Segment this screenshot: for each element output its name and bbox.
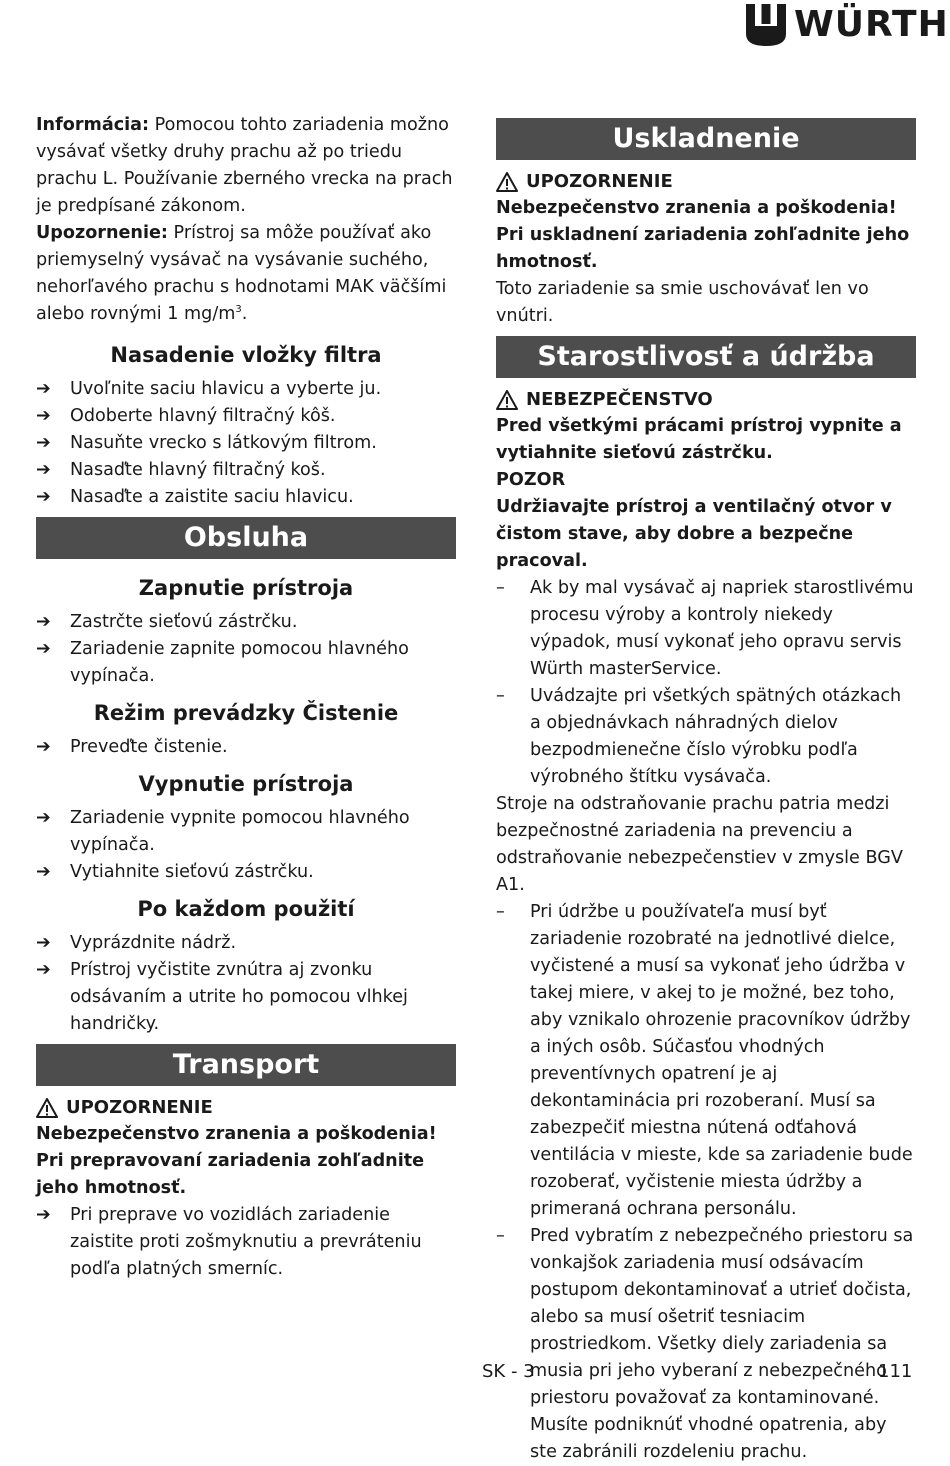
transport-warning-text: Nebezpečenstvo zranenia a poškodenia! Pri prepravovaní zariadenia zohľadnite jeho hmotnosť. [36, 1124, 437, 1198]
list-item: ➔ Nasaďte a zaistite saciu hlavicu. [36, 484, 456, 511]
wurth-logo-icon [746, 4, 786, 46]
list-item: – Pred vybratím z nebezpečného priestoru sa vonkajšok zariadenia musí odsávacím postupom dekontaminovať a utrieť dočista, alebo sa musí ošetriť tesniacim prostriedkom. Všetky diely zariadenia sa musia pri jeho vyberaní z nebezpečného priestoru považovať za kontaminované. Musíte podniknúť vhodné opatrenia, aby ste zabránili rozdeleniu prachu. [496, 1223, 916, 1466]
list-item: – Ak by mal vysávač aj napriek starostlivému procesu výroby a kontroly niekedy výpadok, musí vykonať jeho opravu servis Würth masterService. [496, 575, 916, 683]
storage-text: Toto zariadenie sa smie uschovávať len vo vnútri. [496, 279, 869, 326]
arrow-icon: ➔ [36, 460, 51, 480]
list-item: ➔ Vytiahnite sieťovú zástrčku. [36, 859, 456, 886]
transport-steps [36, 1202, 456, 1283]
wurth-logo [746, 4, 949, 48]
operation-banner: Obsluha [36, 517, 456, 559]
switch-off-steps [36, 805, 456, 886]
transport-warning-heading: UPOZORNENIE [36, 1094, 456, 1121]
list-item: – Uvádzajte pri všetkých spätných otázkach a objednávkach náhradných dielov bezpodmienečne číslo výrobku podľa výrobného štítku vysávača. [496, 683, 916, 791]
arrow-icon: ➔ [36, 406, 51, 426]
warning-icon [496, 390, 518, 410]
arrow-icon: ➔ [36, 487, 51, 507]
info-text: Pomocou tohto zariadenia možno vysávať všetky druhy prachu až po triedu prachu L. Používanie zberného vrecka na prach je predpísané zákonom. [36, 115, 453, 216]
filter-heading: Nasadenie vložky filtra [110, 343, 382, 367]
arrow-icon: ➔ [36, 737, 51, 757]
dash-icon: – [496, 578, 505, 598]
warning-icon [36, 1098, 58, 1118]
arrow-icon: ➔ [36, 1205, 51, 1225]
switch-on-heading: Zapnutie prístroja [138, 576, 354, 600]
list-item: ➔ Zariadenie vypnite pomocou hlavného vypínača. [36, 805, 456, 859]
arrow-icon: ➔ [36, 960, 51, 980]
list-item: ➔ Uvoľnite saciu hlavicu a vyberte ju. [36, 376, 456, 403]
list-item: ➔ Zariadenie zapnite pomocou hlavného vypínača. [36, 636, 456, 690]
transport-banner: Transport [36, 1044, 456, 1086]
info-paragraph [36, 112, 456, 220]
cleaning-steps [36, 734, 456, 761]
care-banner: Starostlivosť a údržba [496, 336, 916, 378]
arrow-icon: ➔ [36, 612, 51, 632]
danger-text: Pred všetkými prácami prístroj vypnite a vytiahnite sieťovú zástrčku. [496, 416, 902, 463]
arrow-icon: ➔ [36, 862, 51, 882]
left-column [36, 112, 456, 1283]
list-item: ➔ Zastrčte sieťovú zástrčku. [36, 609, 456, 636]
care-paragraph: Stroje na odstraňovanie prachu patria medzi bezpečnostné zariadenia na prevenciu a odstraňovanie nebezpečenstiev v zmysle BGV A1. [496, 794, 903, 895]
switch-off-heading: Vypnutie prístroja [138, 772, 354, 796]
cleaning-heading: Režim prevádzky Čistenie [93, 701, 399, 725]
care-list-1 [496, 575, 916, 791]
wurth-logo-text: WÜRTH [794, 4, 949, 45]
right-column [496, 118, 916, 1466]
footer-section: SK - 3 [482, 1361, 535, 1382]
storage-warning-text: Nebezpečenstvo zranenia a poškodenia! Pri uskladnení zariadenia zohľadnite jeho hmotnosť. [496, 198, 910, 272]
arrow-icon: ➔ [36, 639, 51, 659]
list-item: ➔ Pri preprave vo vozidlách zariadenie zaistite proti zošmyknutiu a prevráteniu podľa platných smerníc. [36, 1202, 456, 1283]
list-item: ➔ Vyprázdnite nádrž. [36, 930, 456, 957]
after-use-heading: Po každom použití [137, 897, 355, 921]
storage-banner: Uskladnenie [496, 118, 916, 160]
storage-warning-heading: UPOZORNENIE [496, 168, 916, 195]
danger-heading: NEBEZPEČENSTVO [496, 386, 916, 413]
dash-icon: – [496, 1226, 505, 1246]
dash-icon: – [496, 686, 505, 706]
caution-label: POZOR [496, 470, 566, 490]
arrow-icon: ➔ [36, 808, 51, 828]
notice-paragraph [36, 220, 456, 328]
list-item: ➔ Preveďte čistenie. [36, 734, 456, 761]
warning-icon [496, 172, 518, 192]
list-item: ➔ Nasuňte vrecko s látkovým filtrom. [36, 430, 456, 457]
caution-text: Udržiavajte prístroj a ventilačný otvor v čistom stave, aby dobre a bezpečne pracoval. [496, 497, 892, 571]
list-item: ➔ Odoberte hlavný filtračný kôš. [36, 403, 456, 430]
arrow-icon: ➔ [36, 933, 51, 953]
notice-text: Prístroj sa môže používať ako priemyselný vysávač na vysávanie suchého, nehorľavého prachu s hodnotami MAK väčšími alebo rovnými 1 mg/m [36, 223, 447, 324]
arrow-icon: ➔ [36, 433, 51, 453]
list-item: ➔ Prístroj vyčistite zvnútra aj zvonku odsávaním a utrite ho pomocou vlhkej handričky. [36, 957, 456, 1038]
footer-page-number: 111 [878, 1361, 913, 1382]
filter-steps [36, 376, 456, 511]
notice-end: . [241, 304, 248, 324]
info-label: Informácia: [36, 115, 150, 135]
switch-on-steps [36, 609, 456, 690]
arrow-icon: ➔ [36, 379, 51, 399]
after-use-steps [36, 930, 456, 1038]
list-item: – Pri údržbe u používateľa musí byť zariadenie rozobraté na jednotlivé dielce, vyčistené a musí sa vykonať jeho údržba v takej miere, v akej to je možné, bez toho, aby vznikalo ohrozenie pracovníkov údržby a iných osôb. Súčasťou vhodných preventívnych opatrení je aj dekontaminácia pri rozoberaní. Musí sa zabezpečiť miestna nútená odťahová ventilácia v mieste, kde sa zariadenie bude rozoberať, vyčistenie miesta údržby a primeraná ochrana personálu. [496, 899, 916, 1223]
dash-icon: – [496, 902, 505, 922]
notice-label: Upozornenie: [36, 223, 168, 243]
notice-sup: 3 [235, 304, 242, 316]
list-item: ➔ Nasaďte hlavný filtračný koš. [36, 457, 456, 484]
